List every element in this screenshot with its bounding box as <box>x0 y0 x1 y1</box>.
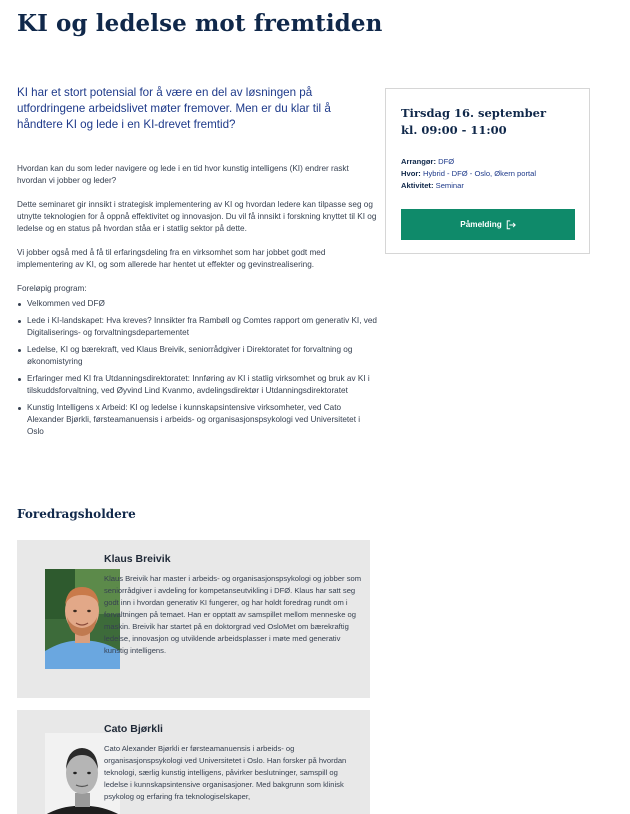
location-row <box>401 168 536 180</box>
event-meta <box>401 156 536 192</box>
location-label: Hvor: <box>401 169 421 178</box>
event-time: kl. 09:00 - 11:00 <box>401 123 507 137</box>
speaker-name: Klaus Breivik <box>104 553 171 565</box>
program-item: Velkommen ved DFØ <box>17 298 377 310</box>
event-info-box <box>385 88 590 254</box>
organizer-value: DFØ <box>438 157 455 166</box>
lead-paragraph: KI har et stort potensial for å være en del av løsningen på utfordringene arbeidslivet møter fremover. Men er du klar til å håndtere KI og lede i en KI-drevet fremtid? <box>17 86 331 131</box>
description-paragraph: Dette seminaret gir innsikt i strategisk implementering av KI og hvordan ledere kan tilpasse seg og utnytte teknologien for å oppnå effektivitet og innovasjon. Du vil få innsikt i forskning knyttet til KI og ledelse og en status på hvordan ståa er i statlig sektor på dette. <box>17 200 377 233</box>
program-item: Kunstig Intelligens x Arbeid: KI og ledelse i kunnskapsintensive virksomheter, ved Cato Alexander Bjørkli, førsteamanuensis i arbeids- og organisasjonspsykologi ved Universitetet i Oslo <box>17 402 377 438</box>
event-description <box>17 163 377 443</box>
program-item: Ledelse, KI og bærekraft, ved Klaus Breivik, seniorrådgiver i Direktoratet for forvaltning og økonomistyring <box>17 344 377 368</box>
activity-value: Seminar <box>435 181 464 190</box>
register-button-label: Påmelding <box>460 220 502 229</box>
event-date-time <box>401 105 546 139</box>
speaker-bio: Klaus Breivik har master i arbeids- og organisasjonspsykologi og jobber som seniorrådgiver i avdeling for kompetanseutvikling i DFØ. Klaus har satt seg godt inn i hvordan generativ KI fungerer, og har holdt foredrag rundt om i forvaltningen på temaet. Han er opptatt av samspillet mellom menneske og maskin. Breivik har startet på en doktorgrad ved OsloMet om bærekraftig ledelse, innovasjon og utviklende arbeidsplasser i møte med generativ kunstig intelligens. <box>104 574 362 655</box>
speaker-card-cato-bjorkli <box>17 710 370 814</box>
organizer-label: Arrangør: <box>401 157 437 166</box>
register-button[interactable] <box>401 209 575 240</box>
activity-label: Aktivitet: <box>401 181 434 190</box>
program-list <box>17 298 377 438</box>
speaker-bio: Cato Alexander Bjørkli er førsteamanuensis i arbeids- og organisasjonspsykologi ved Universitetet i Oslo. Han forsker på hvordan teknologi, særlig kunstig intelligens, påvirker beslutninger, samspill og ledelse i kunnskapsintensive organisasjoner. Med bakgrunn som klinisk psykolog og erfaring fra teknologiselskaper, <box>104 744 347 801</box>
program-heading: Foreløpig program: <box>17 284 87 293</box>
activity-row <box>401 180 536 192</box>
event-date: Tirsdag 16. september <box>401 106 547 120</box>
page-title: KI og ledelse mot fremtiden <box>17 10 383 37</box>
external-link-icon <box>506 220 516 230</box>
speaker-card-klaus-breivik <box>17 540 370 698</box>
speakers-heading: Foredragsholdere <box>17 507 136 521</box>
description-paragraph: Vi jobber også med å få til erfaringsdeling fra en virksomhet som har jobbet godt med implementering av KI, og som allerede har hentet ut effekter og gevinstrealisering. <box>17 248 326 269</box>
organizer-row <box>401 156 536 168</box>
program-item: Lede i KI-landskapet: Hva kreves? Innsikter fra Rambøll og Comtes rapport om generativ KI, ved Digitaliserings- og forvaltningsdepartementet <box>17 315 377 339</box>
description-paragraph: Hvordan kan du som leder navigere og lede i en tid hvor kunstig intelligens (KI) endrer raskt hvordan vi jobber og leder? <box>17 164 349 185</box>
location-value: Hybrid - DFØ - Oslo, Økern portal <box>422 169 537 178</box>
speaker-name: Cato Bjørkli <box>104 723 163 735</box>
program-item: Erfaringer med KI fra Utdanningsdirektoratet: Innføring av KI i statlig virksomhet og bruk av KI i tilskuddsforvaltning, ved Øyvind Lind Kvanmo, avdelingsdirektør i Utdanningsdirektoratet <box>17 373 377 397</box>
